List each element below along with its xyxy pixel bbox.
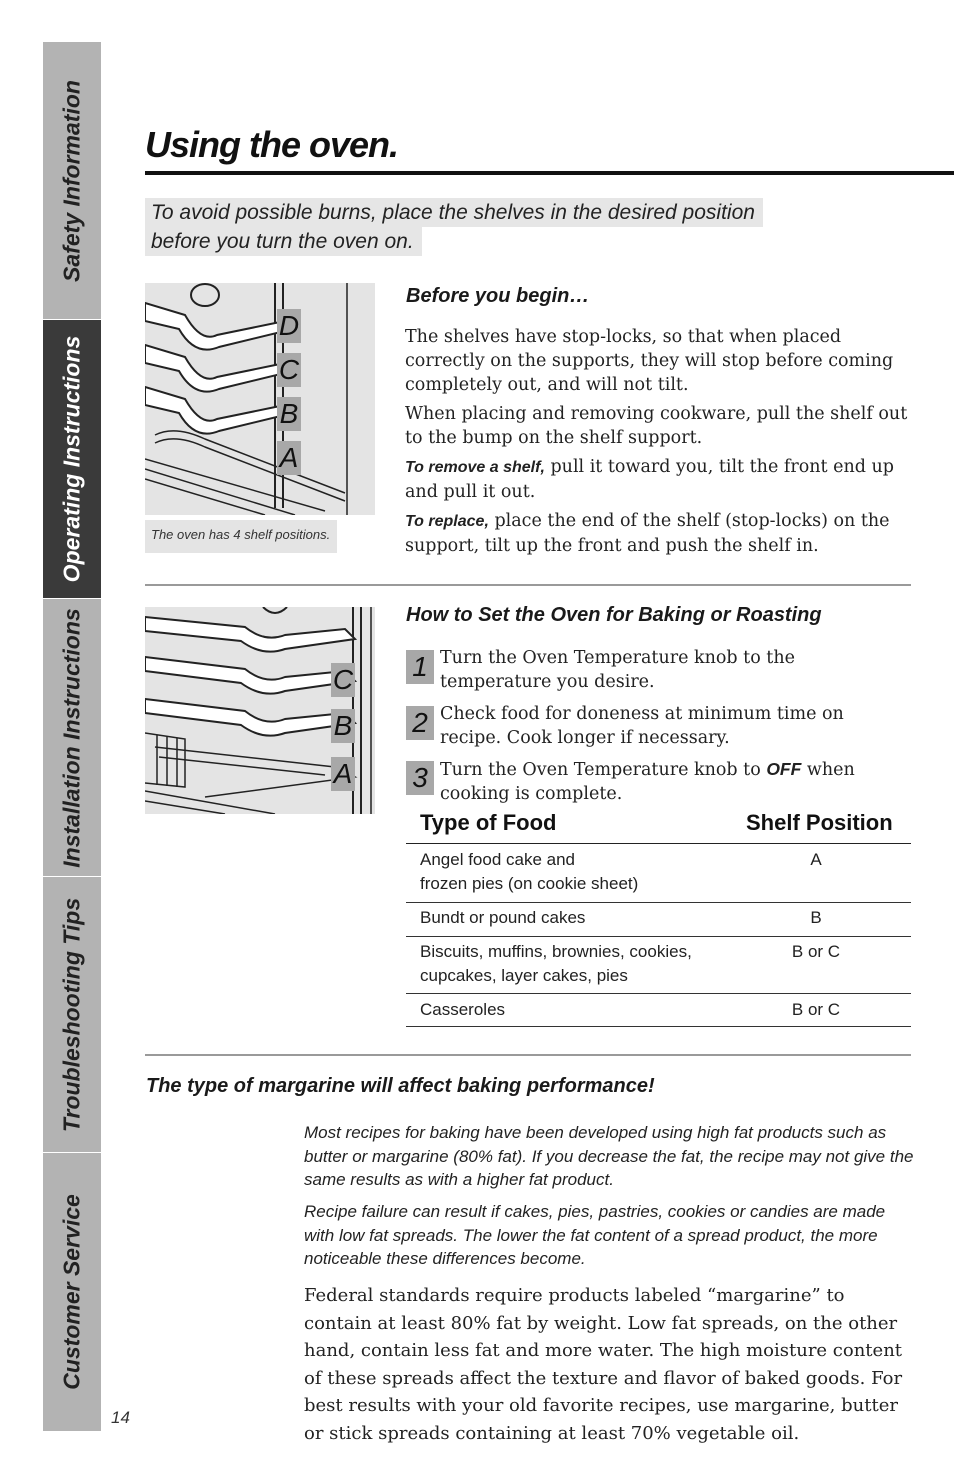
food-cell <box>420 848 760 896</box>
page-number: 14 <box>111 1408 130 1427</box>
cookware-paragraph: When placing and removing cookware, pull the shelf out to the bump on the shelf support. <box>405 404 908 448</box>
caution-banner <box>145 198 815 256</box>
oven-shelves-drawing <box>145 283 375 515</box>
tab-label: Installation Instructions <box>58 607 85 868</box>
shelf-letter-d: D <box>278 310 300 341</box>
food-line: Angel food cake and <box>420 850 576 869</box>
remove-shelf-paragraph <box>405 455 910 504</box>
tab-installation-instructions[interactable] <box>43 599 101 877</box>
replace-shelf-lead: To replace, <box>405 513 489 530</box>
remove-shelf-text: pull it toward you, tilt the front end up and pull it out. <box>405 457 894 502</box>
step-text: Turn the Oven Temperature knob to the temperature you desire. <box>440 648 795 692</box>
column-header-food: Type of Food <box>420 810 557 835</box>
replace-shelf-paragraph <box>405 509 910 558</box>
margarine-note-2: Recipe failure can result if cakes, pies, pastries, cookies or candies are made with low fat spreads. The lower the fat content of a spread product, the more noticeable these differences become. <box>304 1202 886 1268</box>
baking-heading: How to Set the Oven for Baking or Roasting <box>406 604 822 626</box>
tab-customer-service[interactable] <box>43 1153 101 1432</box>
figure-caption: The oven has 4 shelf positions. <box>145 520 337 553</box>
replace-shelf-text: place the end of the shelf (stop-locks) on the support, tilt up the front and push the shelf in. <box>405 511 890 556</box>
shelf-letter-c: C <box>278 354 300 385</box>
shelf-letter-b: B <box>279 398 299 429</box>
table-row <box>406 844 911 903</box>
table-row <box>406 903 911 937</box>
column-header-shelf: Shelf Position <box>746 810 893 835</box>
tab-operating-instructions[interactable] <box>43 320 101 599</box>
tab-safety-information[interactable] <box>43 42 101 320</box>
position-cell: B <box>810 908 822 927</box>
tab-label: Safety Information <box>58 79 85 282</box>
shelf-positions-illustration <box>145 283 375 515</box>
section-tabs <box>43 42 101 1432</box>
food-line: Casseroles <box>420 1000 506 1019</box>
food-line: cupcakes, layer cakes, pies <box>420 966 628 985</box>
title-rule <box>145 171 954 175</box>
step-text: Check food for doneness at minimum time on recipe. Cook longer if necessary. <box>440 704 844 748</box>
step-number: 3 <box>406 761 434 795</box>
food-cell <box>420 940 760 988</box>
step-number: 1 <box>406 650 434 684</box>
section-divider <box>145 584 911 586</box>
table-row <box>406 937 911 994</box>
margarine-note-1: Most recipes for baking have been developed using high fat products such as butter or margarine (80% fat). If you decrease the fat, the recipe may not give the same results as with a higher fat product. <box>304 1123 914 1189</box>
off-setting: OFF <box>766 759 802 779</box>
step-text-start: Turn the Oven Temperature knob to <box>440 760 767 780</box>
tab-label: Troubleshooting Tips <box>58 897 85 1132</box>
position-cell: B or C <box>791 1000 841 1019</box>
position-cell: A <box>810 850 822 869</box>
step-text-end: when cooking is complete. <box>440 760 855 804</box>
remove-shelf-lead: To remove a shelf, <box>405 459 545 476</box>
table-header <box>406 806 911 844</box>
page-title: Using the oven. <box>145 124 399 165</box>
caution-text: To avoid possible burns, place the shelves in the desired position before you turn the oven on. <box>145 198 763 256</box>
food-cell <box>420 906 760 930</box>
tab-troubleshooting-tips[interactable] <box>43 877 101 1153</box>
step-text <box>440 757 900 806</box>
tab-label: Customer Service <box>58 1194 85 1390</box>
section-divider <box>145 1054 911 1056</box>
food-line: frozen pies (on cookie sheet) <box>420 874 639 893</box>
food-line: Biscuits, muffins, brownies, cookies, <box>420 942 692 961</box>
food-line: Bundt or pound cakes <box>420 908 586 927</box>
position-cell: B or C <box>791 942 841 961</box>
shelf-letter-c: C <box>332 664 354 695</box>
before-you-begin-text <box>405 325 910 563</box>
shelf-letter-a: A <box>333 758 353 789</box>
step-number: 2 <box>406 706 434 740</box>
before-you-begin-heading: Before you begin… <box>406 285 590 307</box>
margarine-heading: The type of margarine will affect baking performance! <box>146 1075 655 1097</box>
shelf-letter-b: B <box>333 710 353 741</box>
shelf-letter-a: A <box>279 442 299 473</box>
table-row <box>406 994 911 1027</box>
baking-shelf-illustration <box>145 607 375 814</box>
stop-locks-paragraph: The shelves have stop-locks, so that when placed correctly on the supports, they will stop before coming completely out, and will not tilt. <box>405 327 894 395</box>
food-cell <box>420 998 760 1022</box>
margarine-body: Federal standards require products labeled “margarine” to contain at least 80% fat by weight. Low fat spreads, on the other hand, contain less fat and more water. The high moisture content of these spreads affect the texture and flavor of baked goods. For best results with your old favorite recipes, use margarine, butter or stick spreads containing at least 70% vegetable oil. <box>304 1285 903 1444</box>
tab-label: Operating Instructions <box>58 335 85 583</box>
